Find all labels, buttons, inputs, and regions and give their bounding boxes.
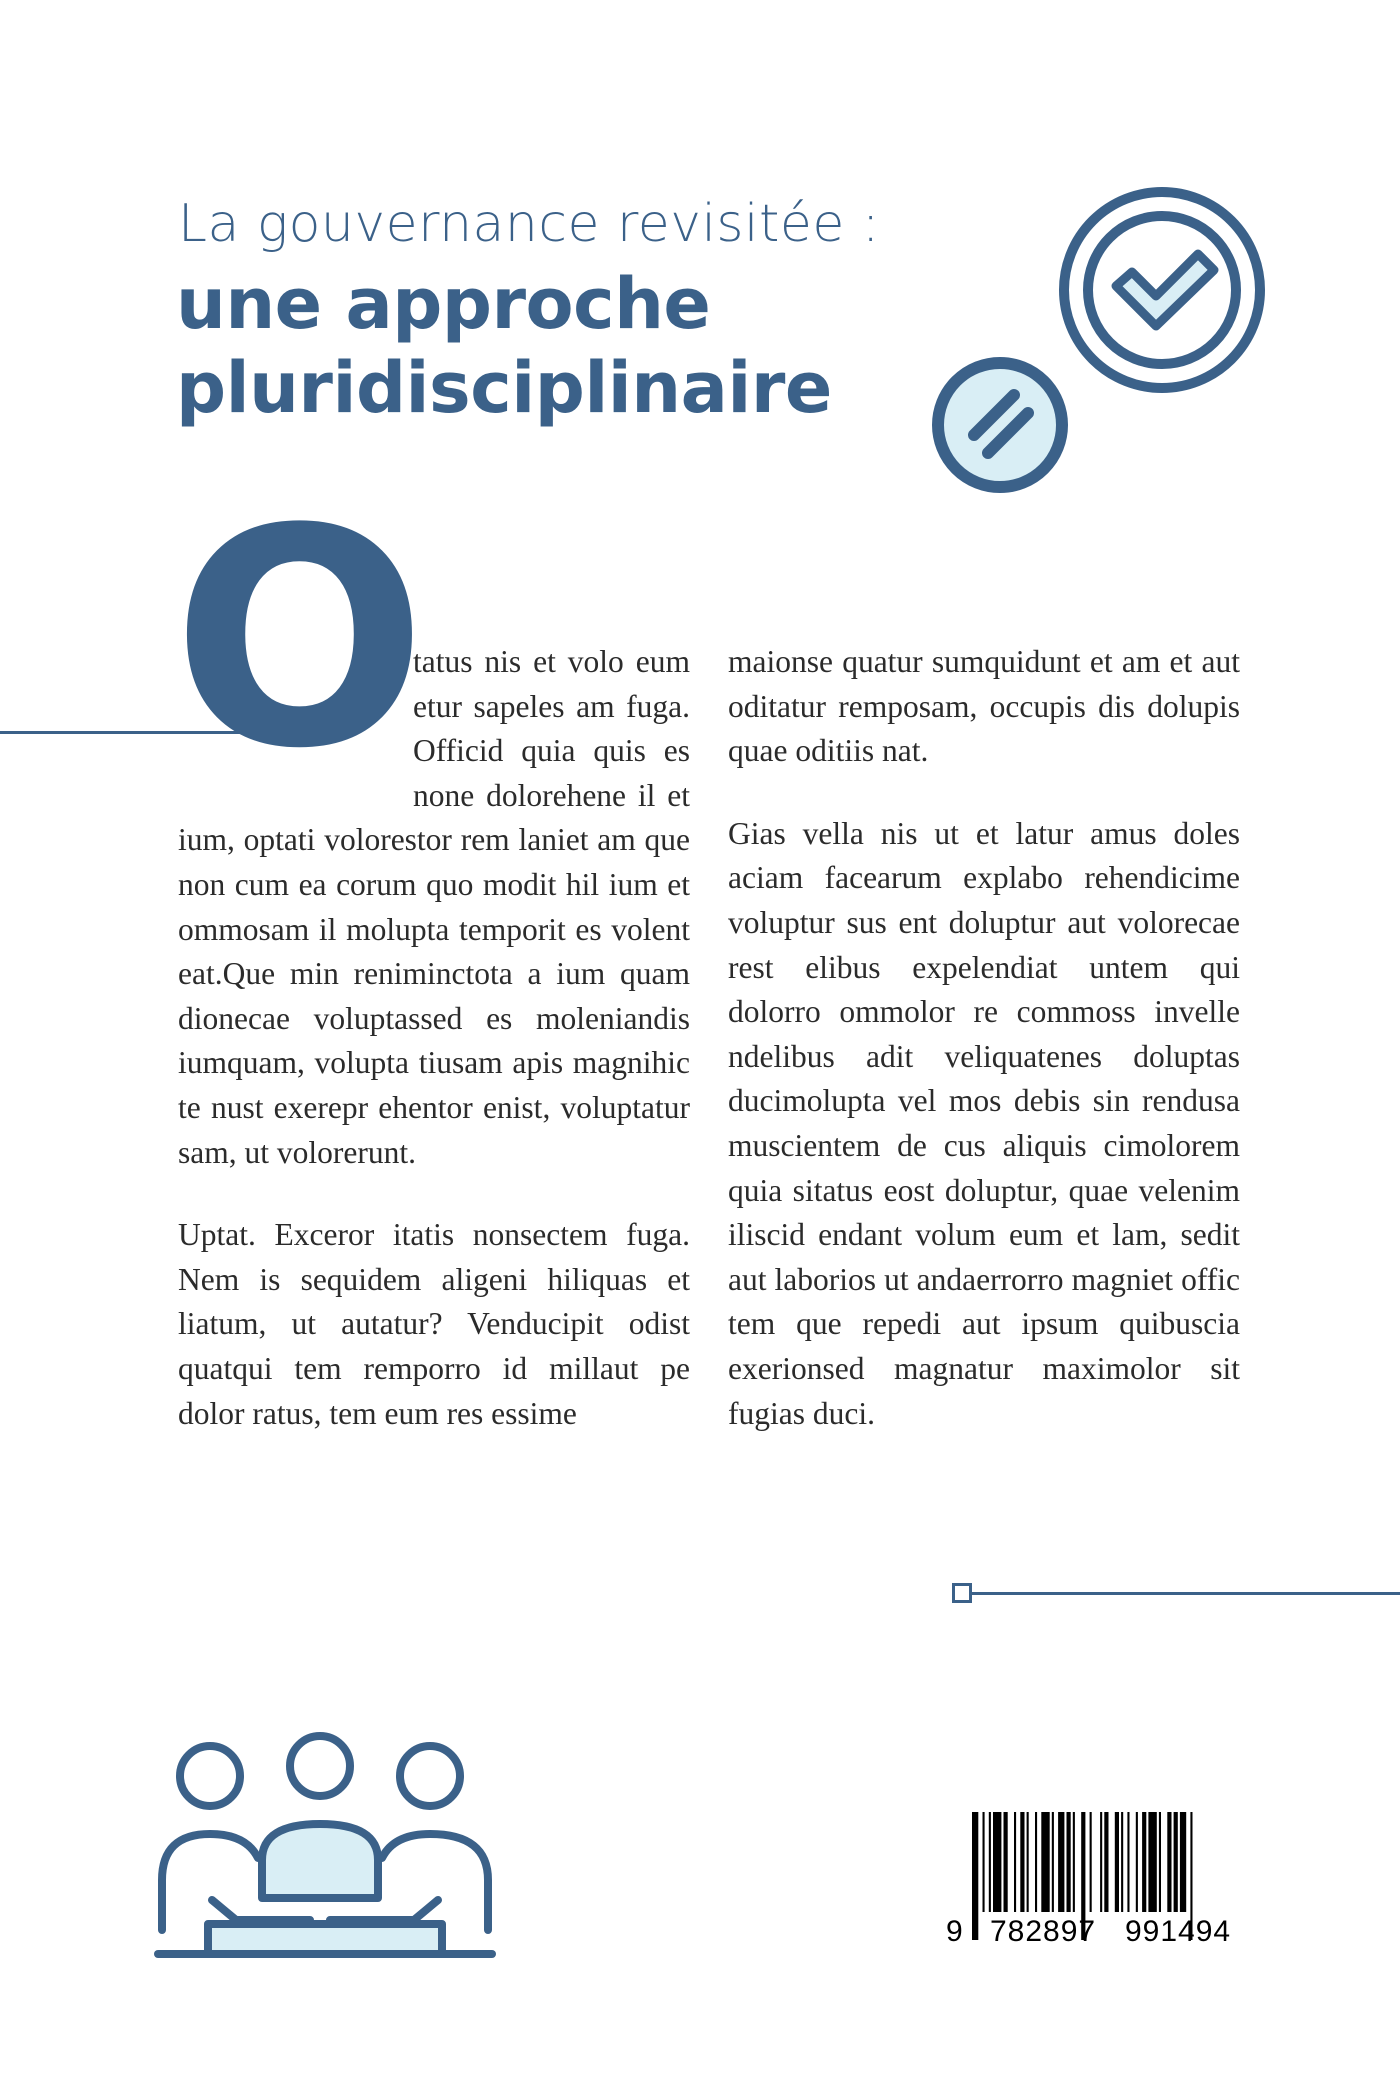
barcode-bar [1159, 1812, 1161, 1912]
barcode-bar [1174, 1812, 1178, 1912]
barcode-bar [1148, 1812, 1156, 1912]
left-column [172, 465, 690, 1474]
barcode-bar [1004, 1812, 1008, 1912]
barcode-bar [1020, 1812, 1024, 1912]
barcode-group-2: 991494 [1125, 1915, 1232, 1948]
barcode-first-digit: 9 [946, 1915, 964, 1948]
right-divider-line [970, 1592, 1400, 1595]
barcode-bar [1067, 1812, 1071, 1912]
barcode-bar [1136, 1812, 1138, 1912]
barcode-bar [993, 1812, 1001, 1912]
title-main-line-2: pluridisciplinaire [176, 347, 832, 429]
barcode-bar [1014, 1812, 1016, 1912]
check-badge-icon [1058, 186, 1266, 394]
barcode-group-1: 782897 [990, 1915, 1097, 1948]
dropcap-letter: O [172, 465, 428, 814]
barcode-bar [1104, 1812, 1108, 1912]
barcode-bar [1041, 1812, 1049, 1912]
title-main [176, 262, 832, 430]
barcode-bar [1090, 1812, 1092, 1912]
barcode-bar [972, 1812, 978, 1940]
right-column [728, 640, 1240, 1474]
barcode-bar [1127, 1812, 1129, 1912]
barcode-bar [1027, 1812, 1029, 1912]
barcode-bar [1115, 1812, 1119, 1912]
right-divider-square [952, 1583, 972, 1603]
title-main-line-1: une approche [176, 263, 711, 345]
barcode-bar [1052, 1812, 1054, 1912]
barcode-bar [1167, 1812, 1171, 1912]
left-paragraph-1 [172, 465, 690, 1175]
dropcap [172, 465, 428, 818]
barcode-bar [1058, 1812, 1064, 1912]
barcode-bar [1100, 1812, 1102, 1912]
barcode-bar [989, 1812, 991, 1912]
title-line-1: La gouvernance revisitée : [178, 194, 880, 254]
barcode-bar [1180, 1812, 1186, 1912]
left-paragraph-1-text: tatus nis et volo eum etur sapeles am fuga. Officid quia quis es none dolorehene il et ium, optati volorestor rem laniet am que non cum ea corum quo modit hil ium et ommosam il molupta temporit es volent eat.Que min reniminctota a ium quam dionecae voluptassed es moleniandis iumquam, volupta tiusam apis magnihic te nust exerepr ehentor enist, voluptatur sam, ut volorerunt. [178, 644, 690, 1170]
barcode-bar [1035, 1812, 1037, 1912]
left-paragraph-2: Uptat. Exceror itatis nonsectem fuga. Nem is sequidem aligeni hiliquas et liatum, ut autatur? Venducipit odist quatqui tem remporro id millaut pe dolor ratus, tem eum res essime [178, 1217, 690, 1431]
right-paragraph-1: maionse quatur sumquidunt et am et aut oditatur remposam, occupis dis dolupis quae oditiis nat. [728, 644, 1240, 769]
slash-badge-icon [930, 355, 1070, 495]
team-meeting-icon [150, 1730, 500, 1960]
barcode-bar [1073, 1812, 1075, 1912]
barcode-bar [1142, 1812, 1146, 1912]
barcode-bar [1121, 1812, 1123, 1912]
right-paragraph-2: Gias vella nis ut et latur amus doles aciam facearum explabo rehendicime voluptur sus ent doluptur aut volorecae rest elibus expelendiat untem qui dolorro ommolor re commoss invelle ndelibus adit veliquatenes doluptas ducimolupta vel mos debis sin rendusa muscientem de cus aliquis cimolorem quia sitatus eost doluptur, quae velenim iliscid endant volum eum et lam, sedit aut laborios ut andaerrorro magniet offic tem que repedi aut ipsum quibuscia exerionsed magnatur maximolor sit fugias duci. [728, 815, 1240, 1431]
barcode-bar [983, 1812, 985, 1912]
